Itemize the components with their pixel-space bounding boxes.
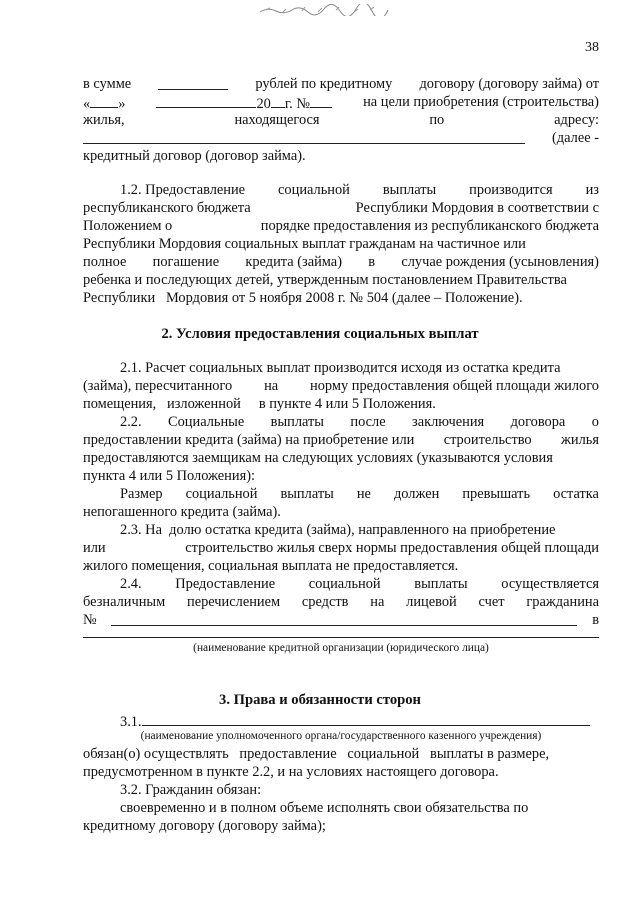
p31-line1: 3.1. bbox=[120, 712, 599, 731]
p21-line1: 2.1. Расчет социальных выплат производится исходя из остатка кредита bbox=[120, 360, 561, 376]
p22b-line2: непогашенного кредита (займа). bbox=[83, 504, 281, 520]
p24-line3: № в bbox=[83, 612, 599, 628]
line-address-blank: (далее - bbox=[83, 130, 599, 147]
line-credit-contract: кредитный договор (договор займа). bbox=[83, 148, 306, 164]
authorized-body-caption: (наименование уполномоченного органа/государственного казенного учреждения) bbox=[140, 730, 542, 742]
p12-line1: 1.2. Предоставление социальной выплаты производится из bbox=[120, 182, 599, 198]
p12-line7: Республики Мордовия от 5 ноября 2008 г. № 504 (далее – Положение). bbox=[83, 290, 523, 306]
p12-line5: полное погашение кредита (займа) в случае рождения (усыновления) bbox=[83, 254, 599, 270]
p22-line4: пункта 4 или 5 Положения): bbox=[83, 468, 255, 484]
day-blank bbox=[90, 94, 118, 108]
contract-number-blank bbox=[310, 94, 332, 108]
p32-line3: кредитному договору (договору займа); bbox=[83, 818, 326, 834]
p24-line1: 2.4. Предоставление социальной выплаты осуществляется bbox=[120, 576, 599, 592]
credit-organization-caption: (наименование кредитной организации (юридического лица) bbox=[193, 642, 489, 654]
p23-line1: 2.3. На долю остатка кредита (займа), направленного на приобретение bbox=[120, 522, 556, 538]
p31-line3: предусмотренном в пункте 2.2, и на условиях настоящего договора. bbox=[83, 764, 499, 780]
p22-line1: 2.2. Социальные выплаты после заключения договора о bbox=[120, 414, 599, 430]
p23-line2: или строительство жилья сверх нормы предоставления общей площади bbox=[83, 540, 599, 556]
authorized-body-blank bbox=[142, 712, 590, 726]
p12-line2: республиканского бюджета Республики Мордовия в соответствии с bbox=[83, 200, 599, 216]
address-blank bbox=[83, 130, 525, 144]
p32-line1: 3.2. Гражданин обязан: bbox=[120, 782, 262, 798]
p12-line6: ребенка и последующих детей, утвержденным постановлением Правительства bbox=[83, 272, 567, 288]
month-blank bbox=[156, 94, 256, 108]
page-number: 38 bbox=[585, 40, 599, 55]
p24-line2: безналичным перечислением средств на лицевой счет гражданина bbox=[83, 594, 599, 610]
scan-artifact bbox=[258, 4, 390, 16]
line-housing-address: жилья, находящегося по адресу: bbox=[83, 112, 599, 128]
p23-line3: жилого помещения, социальная выплата не предоставляется. bbox=[83, 558, 459, 574]
sum-blank bbox=[158, 76, 228, 90]
p22-line3: предоставляются заемщикам на следующих условиях (указываются условия bbox=[83, 450, 553, 466]
p12-line3: Положением о порядке предоставления из республиканского бюджета bbox=[83, 218, 599, 234]
p12-line4: Республики Мордовия социальных выплат гражданам на частичное или bbox=[83, 236, 526, 252]
year-blank bbox=[271, 94, 285, 108]
p22b-line1: Размер социальной выплаты не должен превышать остатка bbox=[120, 486, 599, 502]
account-number-blank bbox=[111, 612, 577, 626]
credit-organization-blank bbox=[83, 637, 599, 638]
p32-line2: своевременно и в полном объеме исполнять свои обязательства по bbox=[120, 800, 529, 816]
p31-line2: обязан(о) осуществлять предоставление социальной выплаты в размере, bbox=[83, 746, 550, 762]
p21-line3: помещения, изложенной в пункте 4 или 5 Положения. bbox=[83, 396, 436, 412]
line-in-sum: в сумме рублей по кредитному договору (договору займа) от bbox=[83, 76, 599, 92]
section-3-heading: 3. Права и обязанности сторон bbox=[219, 692, 421, 708]
p21-line2: (займа), пересчитанного на норму предоставления общей площади жилого bbox=[83, 378, 599, 394]
p22-line2: предоставлении кредита (займа) на приобретение или строительство жилья bbox=[83, 432, 599, 448]
section-2-heading: 2. Условия предоставления социальных выплат bbox=[161, 326, 479, 342]
line-date: « » 20 г. № на цели приобретения (строительства) bbox=[83, 94, 599, 112]
